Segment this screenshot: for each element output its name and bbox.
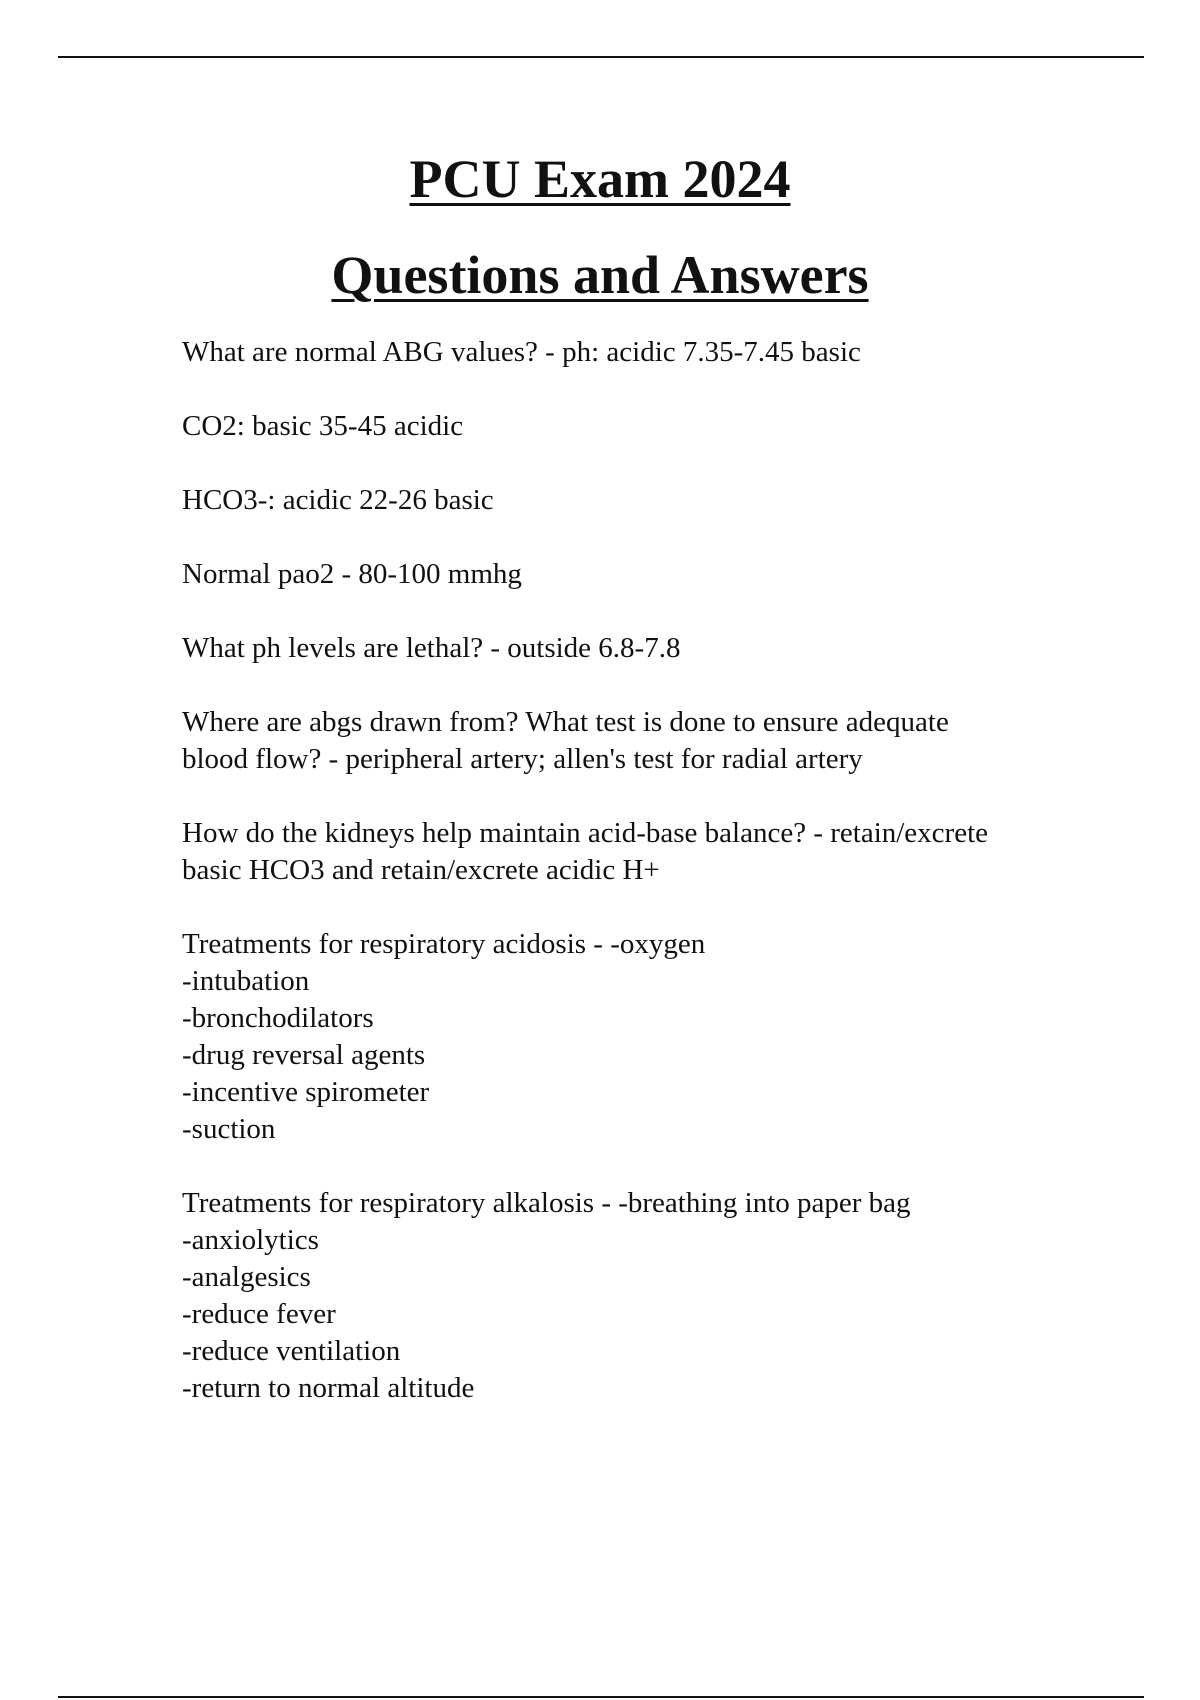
qa-entry [182, 408, 1102, 445]
bottom-rule [58, 1696, 1144, 1698]
qa-entry [182, 334, 1102, 371]
top-rule [58, 56, 1144, 58]
qa-line: -reduce fever [182, 1298, 336, 1330]
qa-line: -suction [182, 1113, 276, 1145]
qa-line: -anxiolytics [182, 1224, 319, 1256]
qa-entry [182, 815, 1102, 889]
qa-line: HCO3-: acidic 22-26 basic [182, 484, 494, 516]
qa-list [182, 334, 1102, 1444]
qa-line: What ph levels are lethal? - outside 6.8-7.8 [182, 632, 681, 664]
qa-entry [182, 704, 1102, 778]
qa-entry [182, 482, 1102, 519]
document-subtitle [0, 244, 1200, 306]
qa-line: -reduce ventilation [182, 1335, 401, 1367]
qa-entry [182, 1185, 1102, 1407]
document-title [0, 148, 1200, 210]
qa-line: -incentive spirometer [182, 1076, 430, 1108]
qa-line: -intubation [182, 965, 310, 997]
qa-line: Treatments for respiratory alkalosis - -breathing into paper bag [182, 1187, 911, 1219]
qa-line: Normal pao2 - 80-100 mmhg [182, 558, 522, 590]
qa-line: -drug reversal agents [182, 1039, 426, 1071]
qa-entry [182, 926, 1102, 1148]
title-line-1: PCU Exam 2024 [409, 149, 791, 209]
qa-line: What are normal ABG values? - ph: acidic 7.35-7.45 basic [182, 336, 861, 368]
qa-line: -analgesics [182, 1261, 311, 1293]
qa-line: How do the kidneys help maintain acid-base balance? - retain/excrete [182, 817, 989, 849]
title-line-2: Questions and Answers [331, 245, 869, 305]
qa-line: blood flow? - peripheral artery; allen's test for radial artery [182, 743, 863, 775]
qa-entry [182, 630, 1102, 667]
qa-line: -bronchodilators [182, 1002, 374, 1034]
qa-line: Treatments for respiratory acidosis - -oxygen [182, 928, 706, 960]
qa-line: CO2: basic 35-45 acidic [182, 410, 464, 442]
qa-line: -return to normal altitude [182, 1372, 475, 1404]
qa-entry [182, 556, 1102, 593]
qa-line: Where are abgs drawn from? What test is done to ensure adequate [182, 706, 949, 738]
qa-line: basic HCO3 and retain/excrete acidic H+ [182, 854, 660, 886]
